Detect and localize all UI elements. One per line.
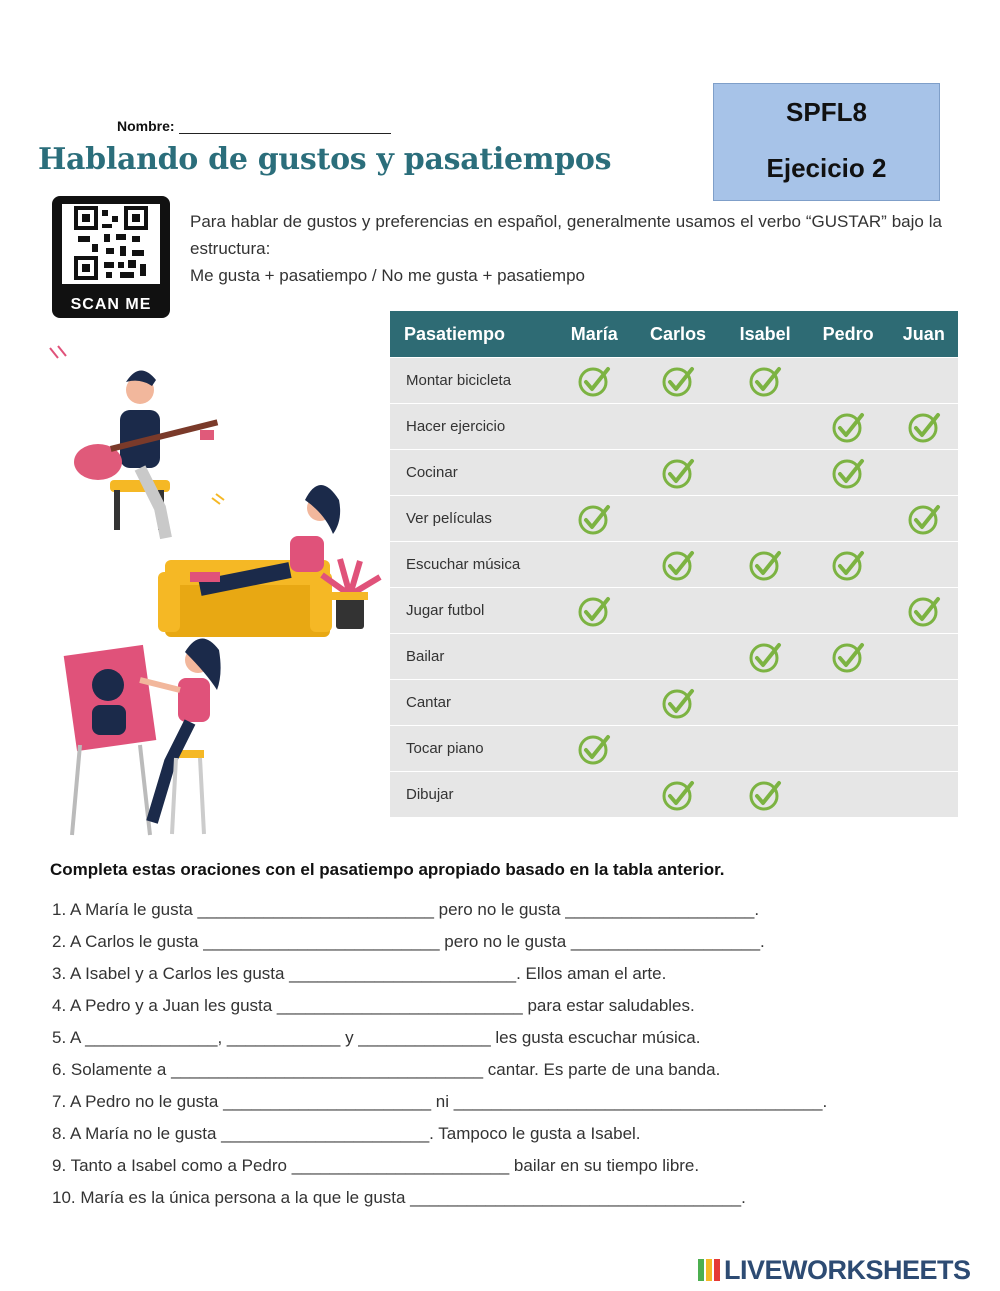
checkmark-icon — [576, 371, 612, 388]
check-cell — [556, 634, 633, 680]
table-row — [390, 358, 958, 404]
checkmark-icon — [906, 417, 942, 434]
check-cell — [556, 496, 633, 542]
check-cell — [633, 634, 724, 680]
check-cell — [633, 358, 724, 404]
name-input-line[interactable] — [179, 119, 391, 134]
checkmark-icon — [830, 417, 866, 434]
sentence-item[interactable]: 6. Solamente a _________________________________ cantar. Es parte de una banda. — [52, 1060, 721, 1079]
hobby-cell: Dibujar — [390, 772, 556, 818]
hobby-cell: Bailar — [390, 634, 556, 680]
sentence-item[interactable]: 8. A María no le gusta ______________________. Tampoco le gusta a Isabel. — [52, 1124, 641, 1143]
check-cell — [556, 542, 633, 588]
painter-illustration — [64, 638, 221, 835]
check-cell — [633, 726, 724, 772]
qr-scan-label: SCAN ME — [70, 296, 152, 313]
check-cell — [890, 634, 958, 680]
hobby-cell: Montar bicicleta — [390, 358, 556, 404]
check-cell — [633, 496, 724, 542]
check-cell — [724, 726, 807, 772]
check-cell — [724, 680, 807, 726]
check-cell — [556, 450, 633, 496]
check-cell — [556, 680, 633, 726]
table-row — [390, 450, 958, 496]
check-cell — [807, 542, 890, 588]
table-row — [390, 634, 958, 680]
course-code: SPFL8 — [786, 97, 867, 127]
column-header: Carlos — [633, 311, 724, 358]
check-cell — [724, 404, 807, 450]
check-cell — [890, 542, 958, 588]
column-header: Isabel — [724, 311, 807, 358]
liveworksheets-brand — [698, 1255, 971, 1286]
sentence-item[interactable]: 2. A Carlos le gusta _________________________ pero no le gusta ____________________. — [52, 932, 765, 951]
check-cell — [556, 588, 633, 634]
check-cell — [807, 404, 890, 450]
check-cell — [890, 588, 958, 634]
check-cell — [556, 404, 633, 450]
table-row — [390, 588, 958, 634]
check-cell — [724, 450, 807, 496]
qr-code — [52, 196, 170, 318]
hobby-cell: Cantar — [390, 680, 556, 726]
hobby-cell: Tocar piano — [390, 726, 556, 772]
checkmark-icon — [906, 601, 942, 618]
check-cell — [890, 680, 958, 726]
checkmark-icon — [830, 647, 866, 664]
checkmark-icon — [747, 785, 783, 802]
check-cell — [724, 496, 807, 542]
check-cell — [807, 450, 890, 496]
guitar-player-illustration — [74, 370, 218, 538]
check-cell — [633, 542, 724, 588]
column-header: Juan — [890, 311, 958, 358]
checkmark-icon — [576, 739, 612, 756]
exercise-instruction: Completa estas oraciones con el pasatiempo apropiado basado en la tabla anterior. — [50, 860, 725, 879]
table-row — [390, 772, 958, 818]
check-cell — [807, 358, 890, 404]
check-cell — [890, 772, 958, 818]
hobby-cell: Ver películas — [390, 496, 556, 542]
check-cell — [807, 772, 890, 818]
check-cell — [890, 358, 958, 404]
table-row — [390, 542, 958, 588]
check-cell — [890, 404, 958, 450]
check-cell — [633, 680, 724, 726]
check-cell — [724, 358, 807, 404]
column-header: María — [556, 311, 633, 358]
intro-text — [190, 208, 942, 289]
checkmark-icon — [660, 463, 696, 480]
sentence-item[interactable]: 7. A Pedro no le gusta ______________________ ni _______________________________________. — [52, 1092, 828, 1111]
check-cell — [633, 450, 724, 496]
check-cell — [807, 634, 890, 680]
checkmark-icon — [747, 647, 783, 664]
check-cell — [556, 772, 633, 818]
page-title: Hablando de gustos y pasatiempos — [38, 142, 612, 177]
exercise-sentences — [52, 898, 952, 1218]
checkmark-icon — [660, 371, 696, 388]
check-cell — [633, 588, 724, 634]
checkmark-icon — [660, 693, 696, 710]
name-label: Nombre: — [117, 118, 175, 134]
checkmark-icon — [576, 601, 612, 618]
intro-line-1: Para hablar de gustos y preferencias en español, generalmente usamos el verbo “GUSTAR” bajo la estructura: — [190, 212, 942, 258]
check-cell — [724, 588, 807, 634]
check-cell — [807, 588, 890, 634]
checkmark-icon — [576, 509, 612, 526]
exercise-number: Ejecicio 2 — [766, 153, 887, 183]
check-cell — [556, 358, 633, 404]
column-header: Pasatiempo — [390, 311, 556, 358]
checkmark-icon — [830, 555, 866, 572]
check-cell — [890, 496, 958, 542]
check-cell — [724, 542, 807, 588]
checkmark-icon — [747, 371, 783, 388]
check-cell — [556, 726, 633, 772]
check-cell — [807, 496, 890, 542]
checkmark-icon — [660, 785, 696, 802]
brand-text: LIVEWORKSHEETS — [724, 1255, 971, 1285]
check-cell — [890, 726, 958, 772]
reading-woman-illustration — [158, 485, 340, 637]
check-cell — [807, 726, 890, 772]
hobby-cell: Hacer ejercicio — [390, 404, 556, 450]
hobby-cell: Escuchar música — [390, 542, 556, 588]
table-header-row — [390, 311, 958, 358]
check-cell — [724, 634, 807, 680]
qr-code-icon — [62, 204, 160, 284]
table-row — [390, 726, 958, 772]
table-row — [390, 496, 958, 542]
hobby-cell: Jugar futbol — [390, 588, 556, 634]
check-cell — [633, 404, 724, 450]
hobbies-table — [390, 311, 958, 817]
sentence-item[interactable]: 5. A ______________, ____________ y ______________ les gusta escuchar música. — [52, 1028, 701, 1047]
hobbies-illustration — [40, 340, 390, 840]
check-cell — [633, 772, 724, 818]
name-field — [117, 118, 391, 134]
table-row — [390, 404, 958, 450]
check-cell — [807, 680, 890, 726]
check-cell — [724, 772, 807, 818]
hobby-cell: Cocinar — [390, 450, 556, 496]
sentence-item[interactable]: 4. A Pedro y a Juan les gusta __________________________ para estar saludables. — [52, 996, 695, 1015]
checkmark-icon — [830, 463, 866, 480]
exercise-code-box — [713, 83, 940, 201]
check-cell — [890, 450, 958, 496]
column-header: Pedro — [807, 311, 890, 358]
sentence-item[interactable]: 1. A María le gusta _________________________ pero no le gusta ____________________. — [52, 900, 760, 919]
table-row — [390, 680, 958, 726]
sentence-item[interactable]: 9. Tanto a Isabel como a Pedro _______________________ bailar en su tiempo libre. — [52, 1156, 700, 1175]
intro-line-2: Me gusta + pasatiempo / No me gusta + pasatiempo — [190, 266, 586, 285]
checkmark-icon — [660, 555, 696, 572]
liveworksheets-logo-icon — [698, 1257, 720, 1279]
checkmark-icon — [906, 509, 942, 526]
sentence-item[interactable]: 3. A Isabel y a Carlos les gusta ________________________. Ellos aman el arte. — [52, 964, 667, 983]
checkmark-icon — [747, 555, 783, 572]
sentence-item[interactable]: 10. María es la única persona a la que le gusta ___________________________________. — [52, 1188, 746, 1207]
